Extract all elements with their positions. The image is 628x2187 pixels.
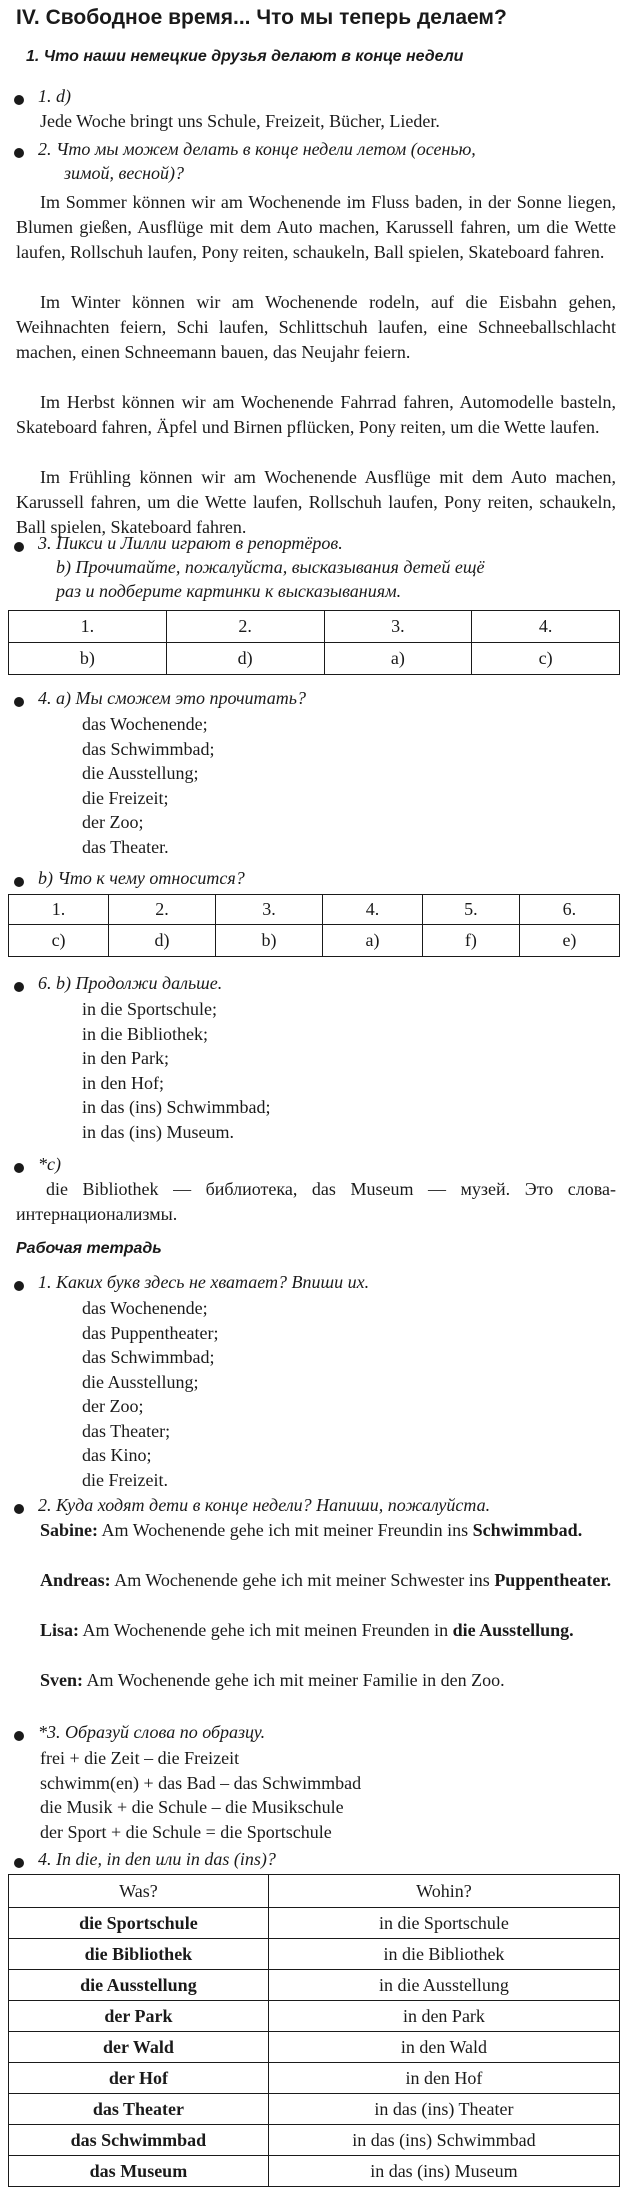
sentence: Am Wochenende gehe ich mit meiner Familie in den Zoo.: [83, 1670, 505, 1690]
list-item: die Freizeit;: [82, 787, 169, 808]
table-cell: a): [322, 925, 422, 957]
table-cell: 2.: [166, 611, 324, 643]
table-cell: die Ausstellung: [9, 1970, 269, 2001]
question-6b: 6. b) Продолжи дальше.: [38, 973, 223, 993]
table-cell: der Park: [9, 2001, 269, 2032]
workbook-question-3: *3. Образуй слова по образцу.: [38, 1722, 266, 1742]
table-cell: c): [9, 925, 109, 957]
paragraph-spring: Im Frühling können wir am Wochenende Ausflüge mit dem Auto machen, Karussell fahren, um die Wette laufen, Rollschuh laufen, Pony reiten, schaukeln, Ball spielen, Skateboard fahren.: [16, 467, 616, 537]
section-heading: 1. Что наши немецкие друзья делают в конце недели: [26, 48, 464, 65]
bullet-icon: [14, 877, 24, 887]
list-item: das Schwimmbad;: [82, 1347, 215, 1367]
workbook-heading: Рабочая тетрадь: [16, 1240, 162, 1257]
answer-label: 1. d): [38, 86, 71, 106]
table-cell: d): [109, 925, 216, 957]
table-cell: in die Ausstellung: [268, 1970, 619, 2001]
sentence: Am Wochenende gehe ich mit meiner Schwester ins: [110, 1570, 495, 1590]
table-cell: in den Wald: [268, 2032, 619, 2063]
table-cell: 5.: [423, 895, 520, 925]
sentence: Am Wochenende gehe ich mit meiner Freundin ins: [98, 1520, 473, 1540]
paragraph-autumn: Im Herbst können wir am Wochenende Fahrrad fahren, Automodelle basteln, Skateboard fahren, Äpfel und Birnen pflücken, Pony reiten, um die Wette laufen.: [16, 392, 616, 437]
place: Schwimmbad.: [472, 1520, 583, 1540]
bullet-icon: [14, 542, 24, 552]
table-cell: der Hof: [9, 2063, 269, 2094]
speaker-name: Andreas:: [40, 1570, 111, 1590]
list-item: die Musik + die Schule – die Musikschule: [40, 1797, 344, 1817]
bullet-icon: [14, 148, 24, 158]
table-cell: die Sportschule: [9, 1908, 269, 1939]
table-cell: 3.: [324, 611, 472, 643]
place: Puppentheater.: [494, 1570, 612, 1590]
table-cell: d): [166, 643, 324, 675]
answer-sven: [16, 1668, 616, 1693]
question-3-line1: 3. Пикси и Лилли играют в репортёров.: [38, 533, 343, 553]
list-item: das Schwimmbad;: [82, 738, 215, 759]
word-list-4a: [82, 712, 215, 859]
list-item: schwimm(en) + das Bad – das Schwimmbad: [40, 1772, 362, 1793]
bullet-icon: [14, 982, 24, 992]
table-cell: 4.: [322, 895, 422, 925]
list-item: das Theater;: [82, 1420, 171, 1441]
bullet-icon: [14, 1504, 24, 1514]
speaker-name: Sabine:: [40, 1520, 99, 1540]
table-cell: in die Sportschule: [268, 1908, 619, 1939]
list-item: das Wochenende;: [82, 1298, 208, 1318]
list-item: die Ausstellung;: [82, 1371, 199, 1392]
table-cell: das Theater: [9, 2094, 269, 2125]
speaker-name: Sven:: [40, 1670, 84, 1690]
place: die Ausstellung.: [452, 1620, 574, 1640]
question-4b: b) Что к чему относится?: [38, 868, 245, 888]
word-formation-list: [40, 1746, 361, 1844]
page-title: IV. Свободное время... Что мы теперь делаем?: [16, 6, 507, 29]
question-c: *c): [38, 1154, 61, 1174]
bullet-icon: [14, 1163, 24, 1173]
question-3-line2: b) Прочитайте, пожалуйста, высказывания детей ещё: [56, 557, 485, 577]
list-item: in den Park;: [82, 1048, 169, 1068]
list-item: in den Hof;: [82, 1072, 164, 1093]
table-cell: a): [324, 643, 472, 675]
table-cell: 6.: [519, 895, 619, 925]
column-header: Was?: [9, 1875, 269, 1908]
bullet-icon: [14, 1731, 24, 1741]
list-item: der Zoo;: [82, 812, 144, 832]
bullet-icon: [14, 1281, 24, 1291]
table-cell: 1.: [9, 611, 167, 643]
question-3-line3: раз и подберите картинки к высказываниям.: [56, 581, 402, 601]
table-cell: in das (ins) Museum: [268, 2156, 619, 2187]
list-item: die Ausstellung;: [82, 763, 199, 783]
c-answer-text: die Bibliothek — библиотека, das Museum — музей. Это слова-интернационализмы.: [16, 1179, 616, 1224]
table-cell: 1.: [9, 895, 109, 925]
list-item: das Kino;: [82, 1445, 152, 1465]
table-cell: in das (ins) Theater: [268, 2094, 619, 2125]
answer-text: Jede Woche bringt uns Schule, Freizeit, Bücher, Lieder.: [40, 111, 440, 131]
table-cell: in das (ins) Schwimmbad: [268, 2125, 619, 2156]
paragraph-summer: Im Sommer können wir am Wochenende im Fluss baden, in der Sonne liegen, Blumen gießen, Ausflüge mit dem Auto machen, Karussell fahren, um die Wette laufen, Rollschuh laufen, Pony reiten, schaukeln, Ball spielen, Skateboard fahren.: [16, 192, 616, 262]
list-item: der Zoo;: [82, 1396, 144, 1416]
list-item: in das (ins) Schwimmbad;: [82, 1097, 271, 1117]
answer-table-3: [8, 1874, 620, 2187]
sentence: Am Wochenende gehe ich mit meinen Freunden in: [79, 1620, 453, 1640]
answer-table-1: [8, 610, 620, 675]
workbook-question-1: 1. Каких букв здесь не хватает? Впиши их.: [38, 1272, 370, 1292]
table-cell: f): [423, 925, 520, 957]
list-item: in die Sportschule;: [82, 999, 217, 1019]
speaker-name: Lisa:: [40, 1620, 80, 1640]
question-2-line1: 2. Что мы можем делать в конце недели летом (осенью,: [38, 139, 476, 159]
word-list-workbook-1: [82, 1296, 218, 1492]
table-cell: in den Park: [268, 2001, 619, 2032]
bullet-icon: [14, 95, 24, 105]
table-cell: die Bibliothek: [9, 1939, 269, 1970]
bullet-icon: [14, 697, 24, 707]
list-item: frei + die Zeit – die Freizeit: [40, 1748, 240, 1768]
table-cell: 2.: [109, 895, 216, 925]
bullet-icon: [14, 1858, 24, 1868]
table-cell: das Schwimmbad: [9, 2125, 269, 2156]
list-item: der Sport + die Schule = die Sportschule: [40, 1821, 332, 1842]
answer-sabine: [16, 1518, 616, 1543]
table-cell: 3.: [216, 895, 323, 925]
answer-andreas: [16, 1568, 616, 1593]
workbook-question-4: 4. In die, in den или in das (ins)?: [38, 1849, 276, 1869]
table-cell: c): [472, 643, 620, 675]
list-item: das Puppentheater;: [82, 1322, 219, 1343]
list-item: die Freizeit.: [82, 1469, 168, 1490]
table-cell: 4.: [472, 611, 620, 643]
list-item: in das (ins) Museum.: [82, 1121, 234, 1142]
column-header: Wohin?: [268, 1875, 619, 1908]
list-item: das Theater.: [82, 836, 169, 857]
list-item: das Wochenende;: [82, 714, 208, 734]
answer-lisa: [16, 1618, 616, 1643]
table-cell: e): [519, 925, 619, 957]
question-4a: 4. a) Мы сможем это прочитать?: [38, 688, 306, 708]
workbook-question-2: 2. Куда ходят дети в конце недели? Напиши, пожалуйста.: [38, 1495, 491, 1515]
table-cell: in die Bibliothek: [268, 1939, 619, 1970]
word-list-6b: [82, 997, 270, 1144]
question-2-line2: зимой, весной)?: [64, 163, 184, 183]
table-cell: b): [216, 925, 323, 957]
table-cell: in den Hof: [268, 2063, 619, 2094]
paragraph-winter: Im Winter können wir am Wochenende rodeln, auf die Eisbahn gehen, Weihnachten feiern, Schi laufen, Schlittschuh laufen, eine Schneeballschlacht machen, einen Schneemann bauen, das Neujahr feiern.: [16, 292, 616, 362]
list-item: in die Bibliothek;: [82, 1023, 208, 1044]
answer-table-2: [8, 894, 620, 957]
table-cell: der Wald: [9, 2032, 269, 2063]
table-cell: das Museum: [9, 2156, 269, 2187]
table-cell: b): [9, 643, 167, 675]
